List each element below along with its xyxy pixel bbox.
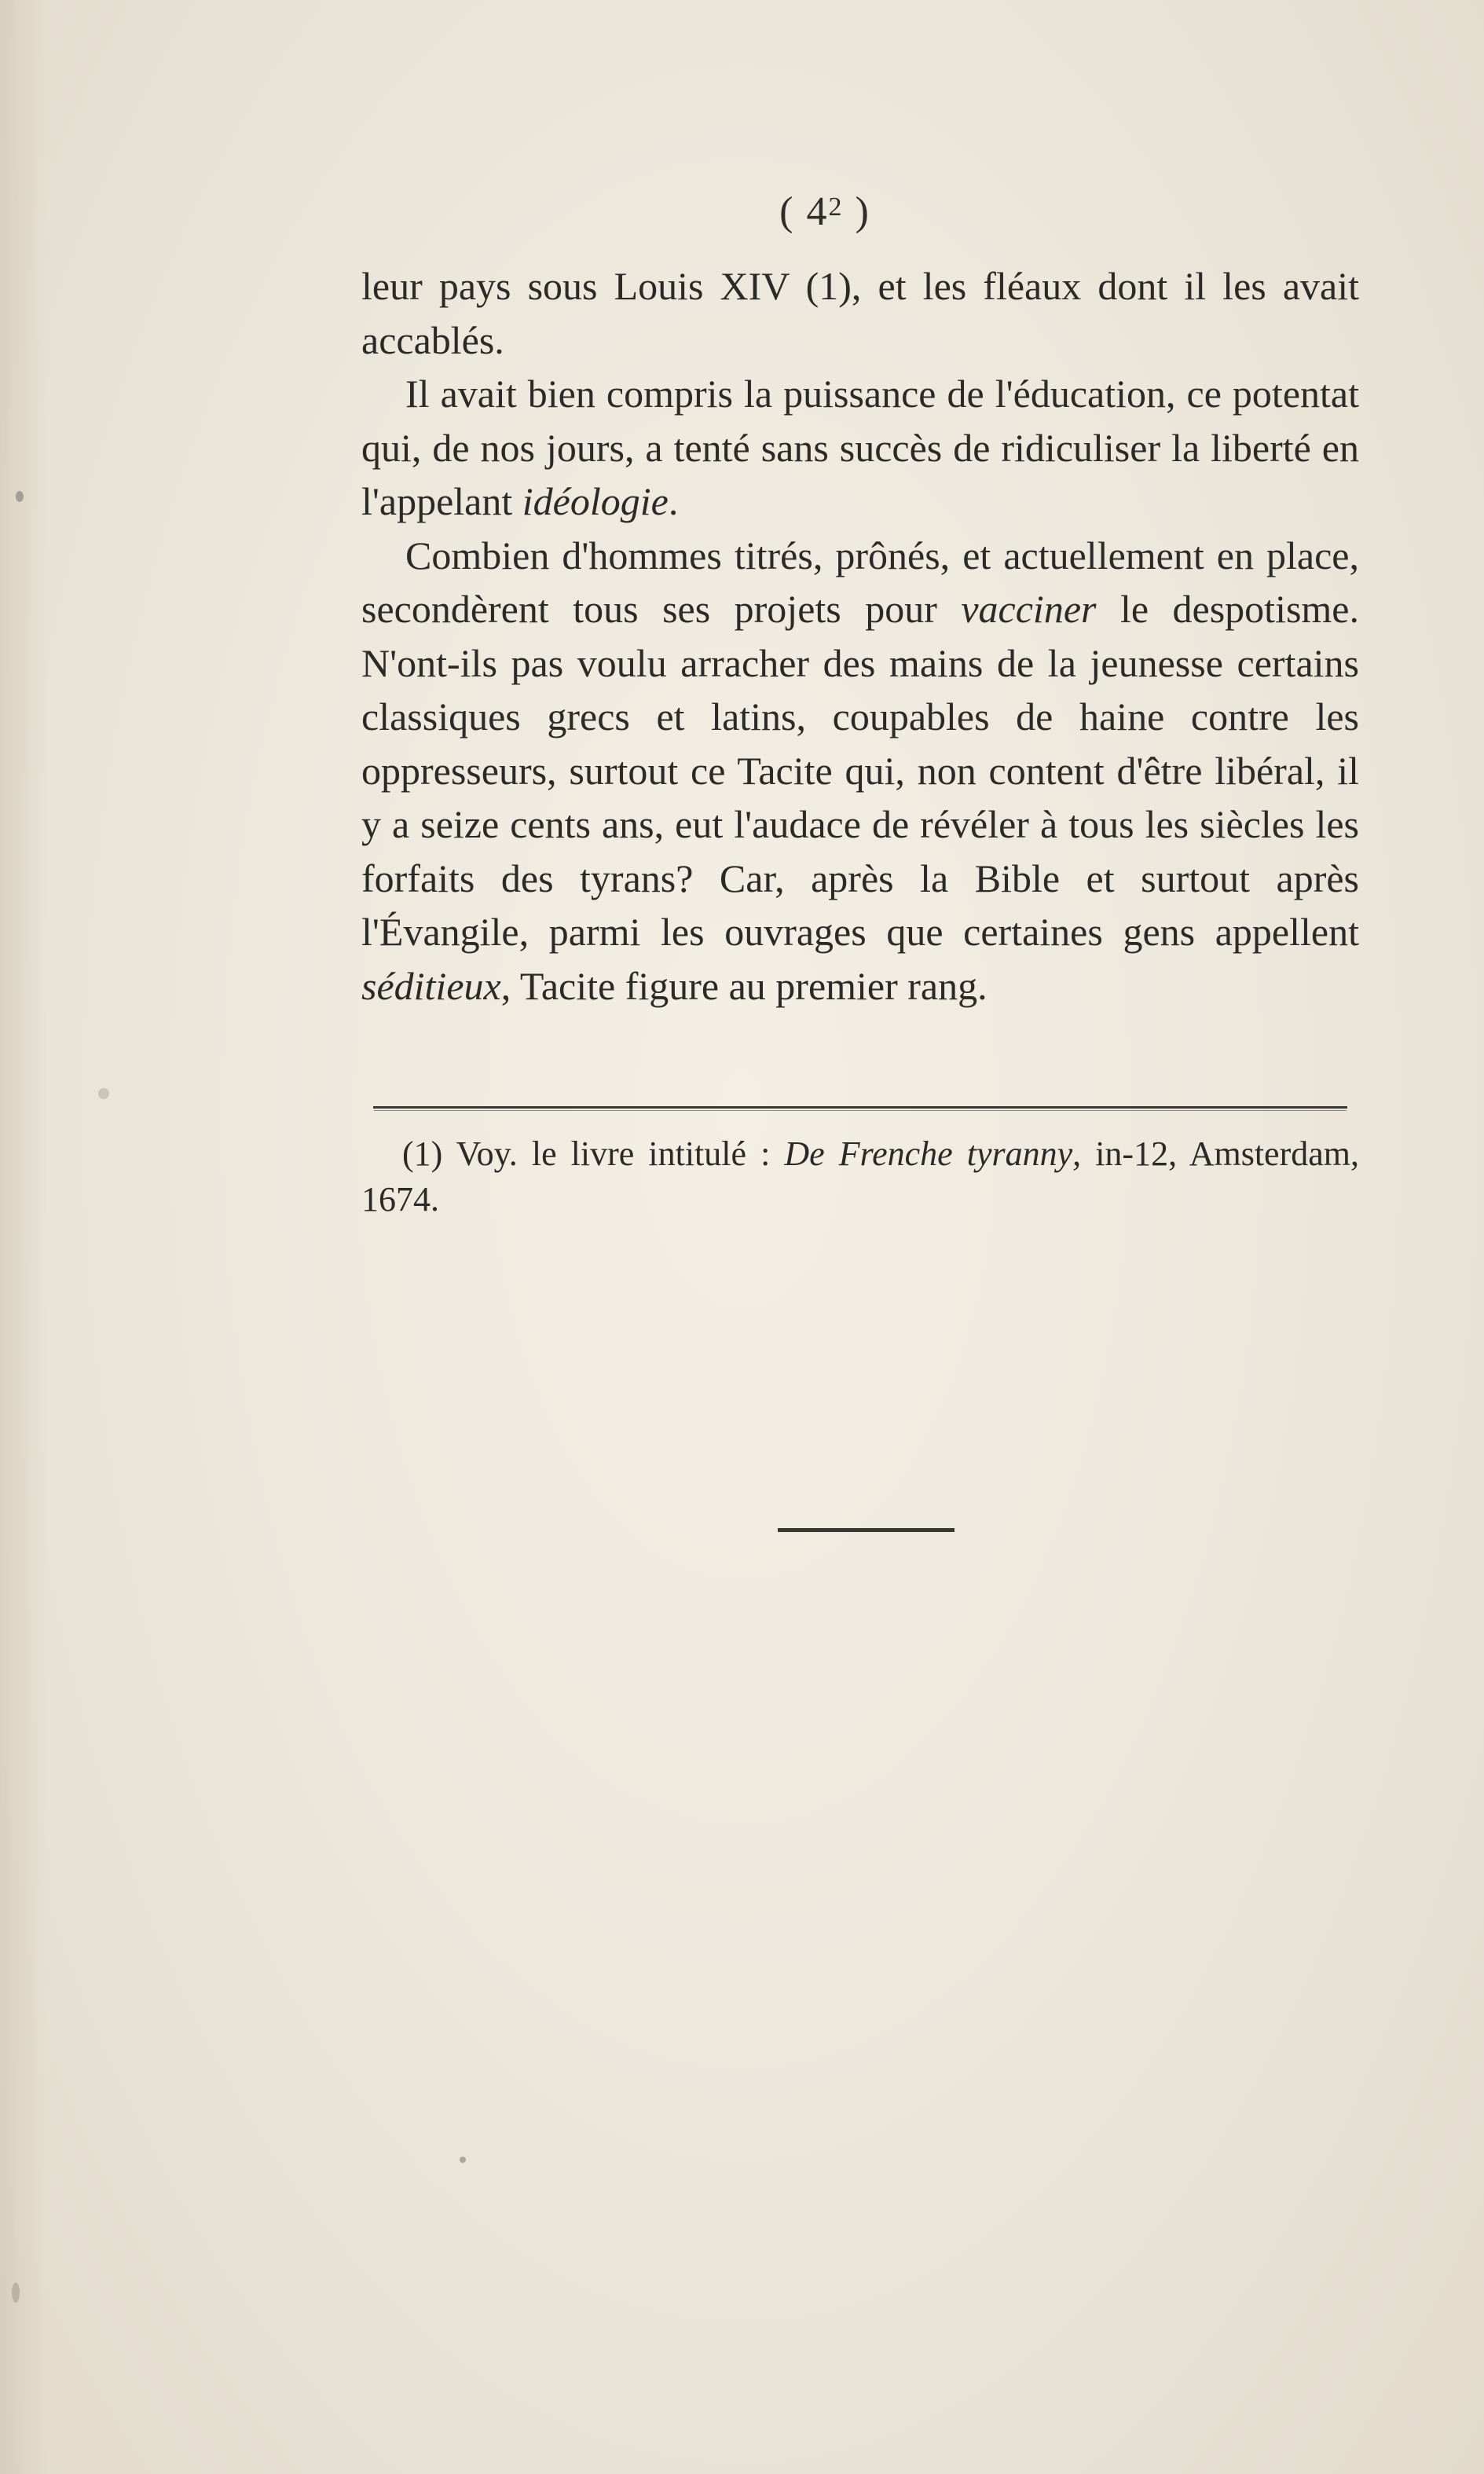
italic-text-run: idéologie [522,479,669,523]
page-number-open-paren: ( [779,189,795,234]
end-ornament-rule [778,1528,955,1532]
speck [460,2157,466,2163]
text-run: , in-12, Amsterdam, 1674. [361,1134,1359,1219]
italic-text-run: séditieux [361,963,501,1008]
page-number-digits [807,189,844,234]
paragraph [361,259,1359,367]
page-number-close-paren: ) [855,189,870,234]
page-number-main: 4 [806,189,829,234]
paragraph [361,367,1359,529]
page-edge-shadow [0,0,47,2474]
speck [16,491,24,502]
text-run: , Tacite figure au premier rang. [500,963,988,1008]
text-run: . [668,479,679,523]
text-run: leur pays sous Louis XIV (1), et les fléaux dont il les avait accablés. [361,264,1359,362]
speck [98,1088,109,1099]
text-run: (1) Voy. le livre intitulé : [402,1134,785,1173]
paragraph [361,529,1359,1013]
page-number [0,189,1484,235]
footnote-text [361,1131,1359,1222]
italic-text-run: De Frenche tyranny [784,1134,1073,1173]
speck [12,2282,20,2303]
main-text [361,259,1359,1013]
footnote-separator [373,1106,1347,1109]
italic-text-run: vacciner [961,587,1097,631]
text-run: Combien d'hommes titrés, prônés, et actuellement en place, secondèrent tous ses projets pour [361,533,1359,631]
text-run: Il avait bien compris la puissance de l'éducation, ce potentat qui, de nos jours, a tenté sans succès de ridiculiser la liberté en l'appelant [361,372,1359,523]
text-run: le despotisme. N'ont-ils pas voulu arracher des mains de la jeunesse certains classiques grecs et latins, coupables de haine contre les oppresseurs, surtout ce Tacite qui, non content d'être libéral, il y a seize cents ans, eut l'audace de révéler à tous les siècles les forfaits des tyrans? Car, après la Bible et surtout après l'Évangile, parmi les ouvrages que certaines gens appellent [361,587,1359,954]
footnote [361,1131,1359,1222]
page-number-sup: 2 [828,192,844,222]
